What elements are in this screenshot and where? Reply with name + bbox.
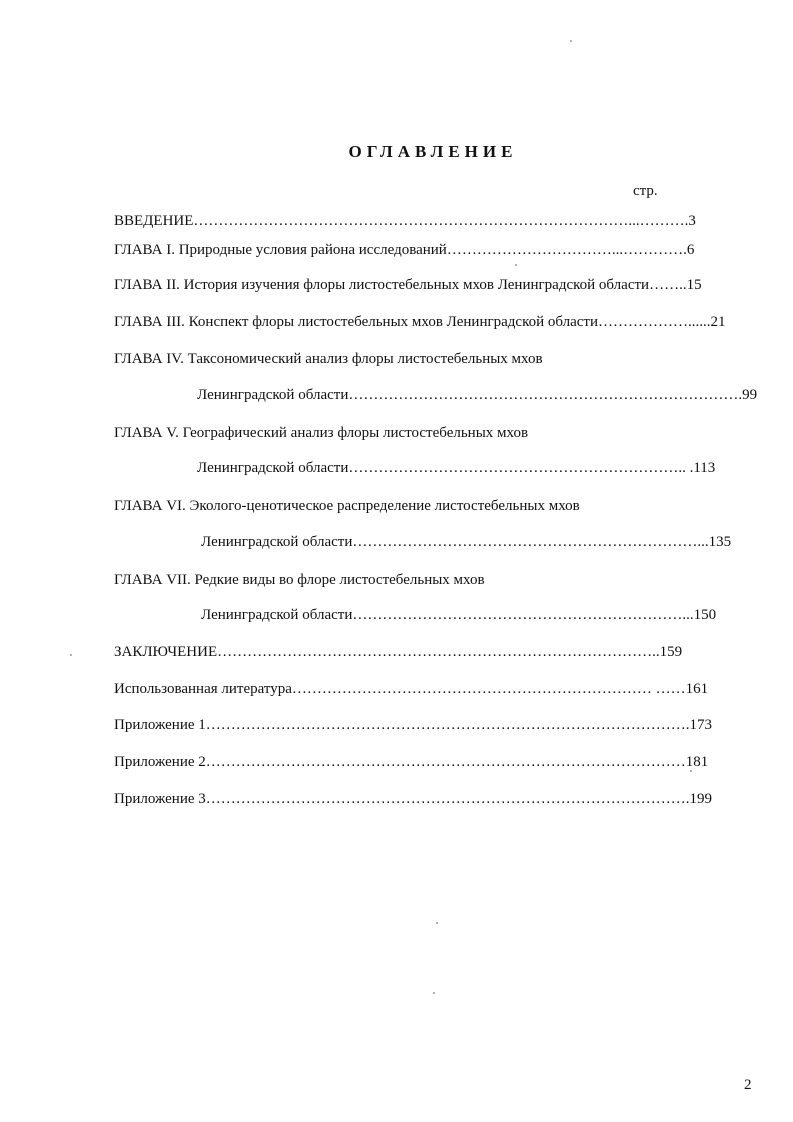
toc-entry-chapter-3 — [114, 313, 726, 331]
toc-leader: ……………………………………………………………………. — [348, 387, 743, 403]
scan-speck — [70, 654, 72, 656]
toc-entry-text: ЗАКЛЮЧЕНИЕ — [114, 644, 218, 660]
toc-entry-text: Приложение 2 — [114, 754, 206, 770]
scan-speck — [570, 40, 572, 42]
toc-entry-text: ГЛАВА II. История изучения флоры листостебельных мхов Ленинградской области — [114, 277, 650, 293]
toc-leader: …………………………………………………………………………………… — [205, 754, 686, 770]
toc-entry-chapter-6 — [114, 497, 580, 515]
scan-speck — [515, 264, 517, 266]
toc-entry-text: ГЛАВА IV. Таксономический анализ флоры листостебельных мхов — [114, 351, 543, 367]
page-title: ОГЛАВЛЕНИЕ — [348, 142, 518, 161]
toc-entry-conclusion — [114, 643, 682, 661]
toc-entry-text: Ленинградской области — [201, 534, 353, 550]
toc-leader: ……………………………...…………. — [446, 242, 687, 258]
toc-entry-page: 150 — [693, 607, 717, 623]
toc-entry-chapter-4 — [114, 350, 543, 368]
toc-entry-page: 3 — [688, 213, 696, 229]
toc-leader: …………………………………………………………... — [352, 607, 694, 623]
toc-leader: ………………...... — [598, 314, 711, 330]
scan-speck — [690, 770, 692, 772]
toc-entry-page: 135 — [708, 534, 732, 550]
toc-entry-text: Приложение 1 — [114, 717, 206, 733]
toc-entry-text: Приложение 3 — [114, 791, 206, 807]
toc-entry-chapter-6-cont — [201, 533, 731, 551]
toc-entry-text: ГЛАВА I. Природные условия района исследований — [114, 242, 447, 258]
toc-entry-text: ВВЕДЕНИЕ — [114, 213, 194, 229]
toc-entry-page: 199 — [689, 791, 713, 807]
toc-leader: ………………………………………………………….. . — [348, 460, 694, 476]
scan-speck — [436, 922, 438, 924]
toc-leader: …………………………………………………………………………….. — [217, 644, 660, 660]
scan-speck — [433, 992, 435, 994]
toc-entry-text: Использованная литература — [114, 681, 292, 697]
toc-entry-page: 21 — [710, 314, 726, 330]
toc-leader: …….. — [649, 277, 687, 293]
toc-entry-page: 15 — [686, 277, 702, 293]
toc-entry-appendix-2 — [114, 753, 708, 771]
toc-entry-page: 161 — [685, 681, 709, 697]
page-column-label: стр. — [633, 183, 658, 199]
toc-entry-page: 99 — [742, 387, 758, 403]
toc-entry-chapter-4-cont — [197, 386, 757, 404]
toc-entry-text: Ленинградской области — [197, 460, 349, 476]
toc-entry-text: ГЛАВА VI. Эколого-ценотическое распределение листостебельных мхов — [114, 498, 580, 514]
toc-leader: ……………………………………………………………………………………. — [205, 717, 690, 733]
page-number: 2 — [744, 1077, 752, 1093]
toc-entry-page: 6 — [686, 242, 695, 258]
toc-entry-text: ГЛАВА III. Конспект флоры листостебельных мхов Ленинградской области — [114, 314, 599, 330]
toc-entry-page: 159 — [659, 644, 683, 660]
toc-entry-chapter-5-cont — [197, 459, 715, 477]
toc-leader: ……………………………………………………………… …… — [291, 681, 686, 697]
toc-entry-appendix-1 — [114, 716, 712, 734]
toc-entry-chapter-7-cont — [201, 606, 716, 624]
toc-entry-text: Ленинградской области — [201, 607, 353, 623]
toc-entry-chapter-7 — [114, 571, 485, 589]
toc-entry-page: 173 — [689, 717, 713, 733]
toc-entry-page: 181 — [685, 754, 709, 770]
toc-entry-chapter-2 — [114, 276, 702, 294]
toc-entry-text: Ленинградской области — [197, 387, 349, 403]
toc-entry-introduction — [114, 212, 696, 230]
toc-entry-text: ГЛАВА V. Географический анализ флоры листостебельных мхов — [114, 425, 529, 441]
toc-entry-appendix-3 — [114, 790, 712, 808]
toc-leader: ……………………………………………………………………………………. — [205, 791, 690, 807]
toc-entry-references — [114, 680, 708, 698]
toc-entry-chapter-1 — [114, 241, 694, 259]
toc-leader: ……………………………………………………………………………...………. — [193, 213, 689, 229]
toc-leader: ……………………………………………………………... — [352, 534, 709, 550]
toc-entry-page: 113 — [693, 460, 716, 476]
toc-entry-chapter-5 — [114, 424, 528, 442]
toc-entry-text: ГЛАВА VII. Редкие виды во флоре листостебельных мхов — [114, 572, 485, 588]
